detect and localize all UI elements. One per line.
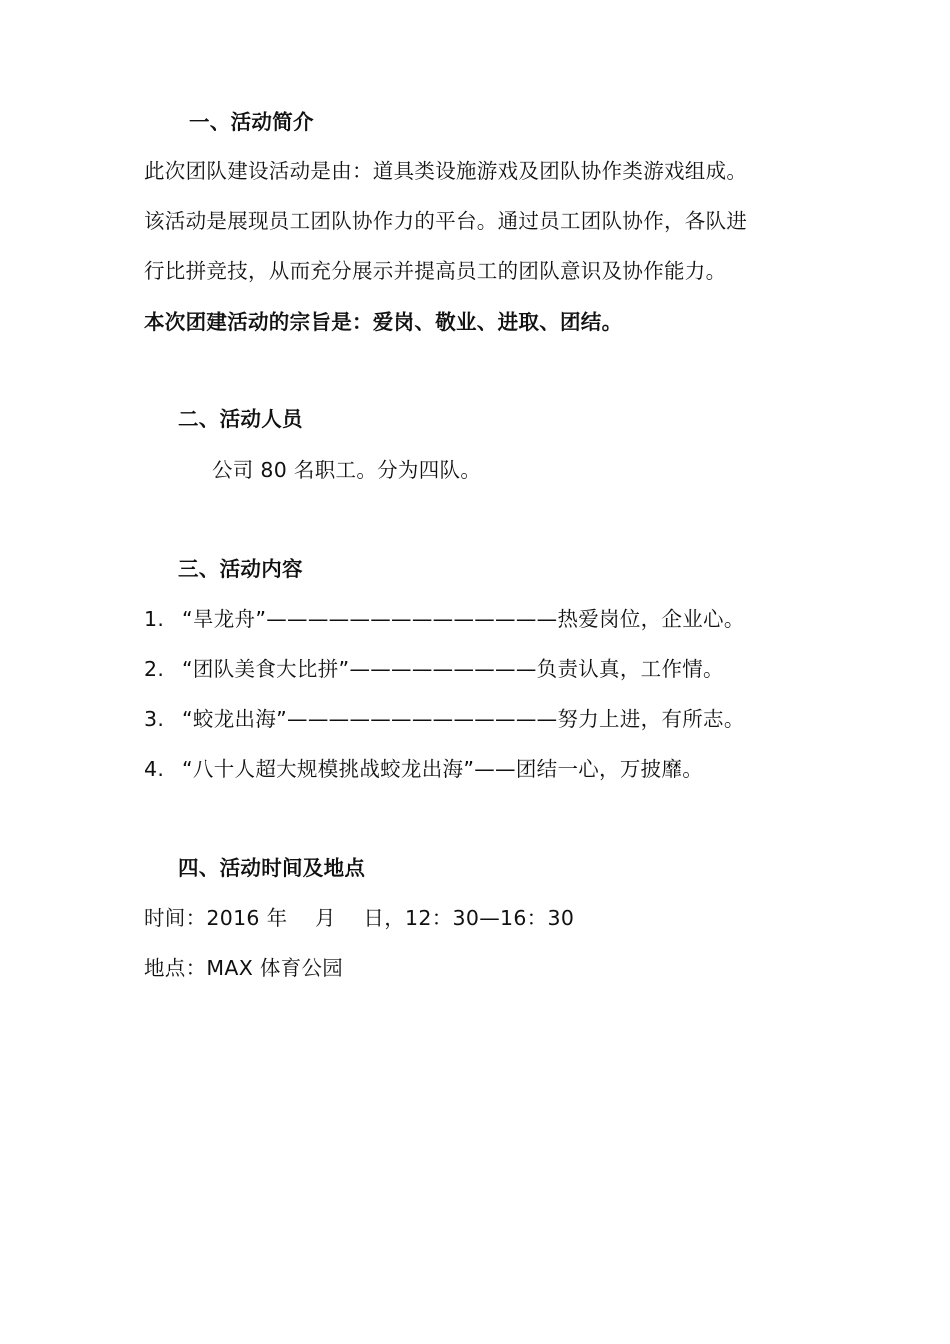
section-heading-people: 二、活动人员 [178,407,303,431]
people-text: 公司 80 名职工。分为四队。 [212,458,482,482]
list-item-text: “旱龙舟”——————————————热爱岗位，企业心。 [182,607,745,631]
list-item [144,755,703,783]
intro-aim-statement: 本次团建活动的宗旨是：爱岗、敬业、进取、团结。 [144,310,623,334]
list-item [144,705,745,733]
section-heading-content: 三、活动内容 [178,557,303,581]
section-heading-intro: 一、活动简介 [189,110,314,134]
list-item-number: 2. [144,657,165,681]
list-item-text: “团队美食大比拼”—————————负责认真，工作情。 [182,657,724,681]
list-item [144,605,745,633]
intro-paragraph-line-2: 该活动是展现员工团队协作力的平台。通过员工团队协作，各队进 [144,209,748,233]
intro-paragraph-line-1: 此次团队建设活动是由：道具类设施游戏及团队协作类游戏组成。 [144,159,748,183]
list-item-text: “蛟龙出海”—————————————努力上进，有所志。 [182,707,745,731]
section-heading-time-place: 四、活动时间及地点 [178,856,366,880]
list-item-number: 3. [144,707,165,731]
list-item [144,655,724,683]
list-item-text: “八十人超大规模挑战蛟龙出海”——团结一心，万披靡。 [182,757,704,781]
list-item-number: 1. [144,607,165,631]
event-time: 时间：2016 年 月 日，12：30—16：30 [144,906,575,930]
list-item-number: 4. [144,757,165,781]
event-place: 地点：MAX 体育公园 [144,956,344,980]
intro-paragraph-line-3: 行比拼竞技，从而充分展示并提高员工的团队意识及协作能力。 [144,259,727,283]
